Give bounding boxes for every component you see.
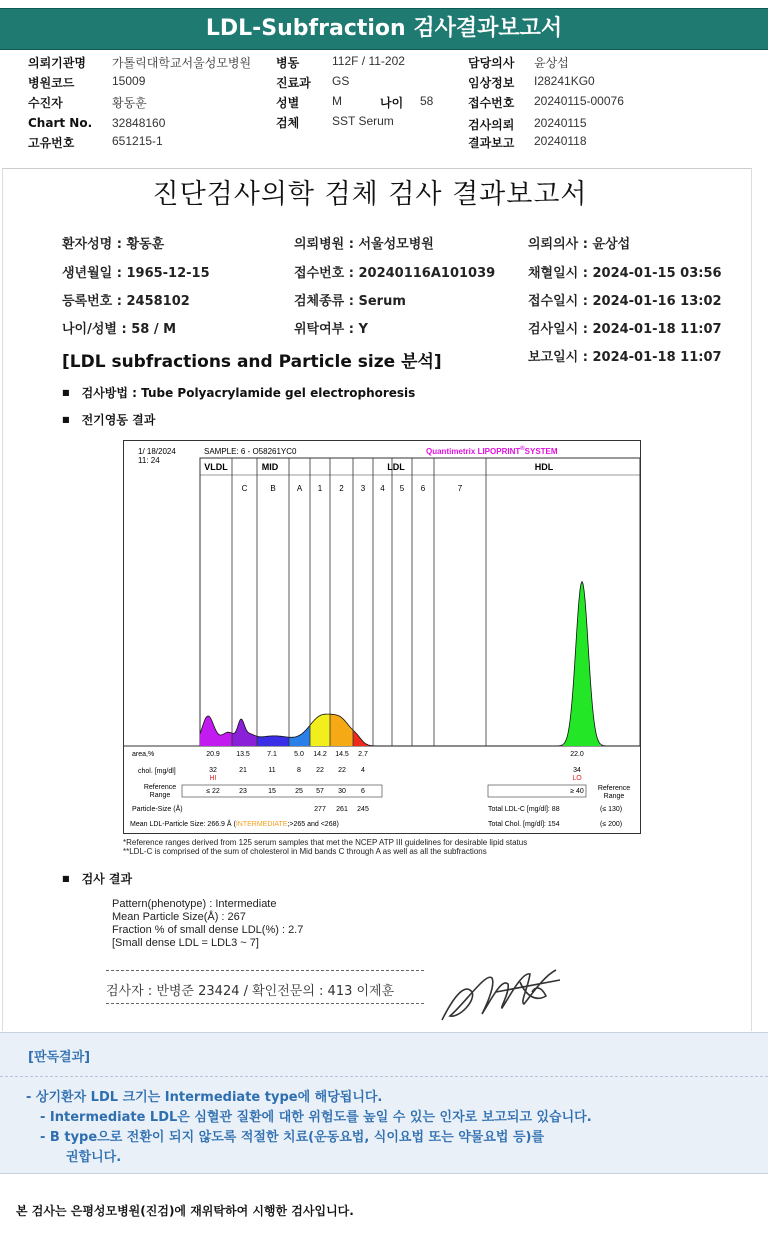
hdr-key: 검체	[276, 116, 300, 130]
result-line: Mean Particle Size(Å) : 267	[112, 911, 246, 923]
row-label-psize: Particle-Size (Å)	[132, 806, 183, 813]
ref-value: 6	[361, 788, 365, 795]
patient-field: 의뢰의사 : 윤상섭	[528, 237, 631, 252]
signature-line: 검사자 : 반병준 23424 / 확인전문의 : 413 이제훈	[106, 984, 395, 999]
hdr-value: I28241KG0	[534, 74, 595, 88]
chart-svg	[124, 441, 640, 833]
ref-value: ≥ 40	[570, 788, 584, 795]
hdr-key: 고유번호	[28, 136, 75, 150]
area-value: 7.1	[267, 751, 277, 758]
result-line: Fraction % of small dense LDL(%) : 2.7	[112, 924, 304, 936]
group-label: VLDL	[204, 462, 228, 472]
mean-ldl-part: INTERMEDIATE	[235, 821, 288, 828]
ref-right-label: Range	[603, 793, 625, 800]
chol-flag-hi: HI	[209, 775, 217, 782]
judgement-line: 권합니다.	[66, 1150, 122, 1165]
hdr-value: 112F / 11-202	[332, 54, 405, 68]
hdr-value: 651215-1	[112, 134, 163, 148]
hdr-value: 황동훈	[112, 96, 147, 110]
band-label: 6	[420, 484, 426, 493]
patient-field: 접수일시 : 2024-01-16 13:02	[528, 294, 722, 309]
area-value: 14.5	[335, 751, 349, 758]
area-value: 22.0	[570, 751, 584, 758]
patient-field: 검체종류 : Serum	[294, 294, 406, 309]
reference-note: *Reference ranges derived from 125 serum samples that met the NCEP ATP III guidelines for desirable lipid status	[123, 838, 528, 847]
particle-size-value: 245	[357, 806, 369, 813]
ref-right-label: Reference	[597, 785, 631, 792]
report-title-bar	[0, 8, 768, 50]
band-label: 4	[380, 484, 385, 493]
report-heading: 진단검사의학 검체 검사 결과보고서	[152, 179, 588, 210]
total-chol: Total Chol. [mg/dl]: 154	[488, 821, 560, 828]
judgement-title: [판독결과]	[28, 1050, 91, 1065]
band-label: 7	[457, 484, 463, 493]
row-label-area: area,%	[132, 751, 155, 758]
patient-field: 의뢰병원 : 서울성모병원	[294, 237, 434, 252]
hdr-value: 윤상섭	[534, 56, 569, 70]
section-title: [LDL subfractions and Particle size 분석]	[62, 352, 442, 372]
patient-field: 생년월일 : 1965-12-15	[62, 266, 210, 281]
hdr-value: 32848160	[112, 116, 166, 130]
group-label: MID	[261, 462, 279, 472]
patient-field: 채혈일시 : 2024-01-15 03:56	[528, 266, 722, 281]
group-label: HDL	[534, 462, 554, 472]
chol-value: 22	[338, 767, 346, 774]
chart-time: 11: 24	[138, 456, 160, 465]
chol-value: 4	[361, 767, 365, 774]
ref-value: ≤ 22	[206, 788, 220, 795]
sig-divider	[106, 970, 424, 971]
area-value: 20.9	[206, 751, 220, 758]
ref-value: 23	[239, 788, 247, 795]
sig-divider	[106, 1003, 424, 1004]
hdr-value: 15009	[112, 74, 146, 88]
judgement-line: - B type으로 전환이 되지 않도록 적절한 치료(운동요법, 식이요법 또는 약물요법 등)를	[40, 1130, 545, 1145]
row-label-chol: chol. [mg/dl]	[138, 768, 176, 775]
group-label: LDL	[387, 462, 405, 472]
row-label-ref: Reference	[143, 784, 177, 791]
judgement-divider	[0, 1076, 768, 1077]
hdr-value: 20240115-00076	[534, 94, 624, 108]
band-label: 2	[339, 484, 344, 493]
area-value: 2.7	[358, 751, 368, 758]
hdr-key: 병동	[276, 56, 300, 70]
band-label: 3	[360, 484, 366, 493]
particle-size-value: 277	[314, 806, 326, 813]
total-ldl-c-ref: (≤ 130)	[600, 806, 623, 813]
area-value: 5.0	[294, 751, 304, 758]
band-fill	[564, 582, 600, 746]
hdr-value: 58	[420, 94, 434, 108]
total-ldl-c: Total LDL-C [mg/dl]: 88	[488, 806, 560, 813]
hdr-key: 검사의뢰	[468, 118, 515, 132]
patient-field: 나이/성별 : 58 / M	[62, 322, 177, 337]
hdr-key: 임상정보	[468, 76, 515, 90]
hdr-value: 가톨릭대학교서울성모병원	[112, 56, 252, 70]
method-line: ■ 검사방법 : Tube Polyacrylamide gel electrophoresis	[62, 384, 415, 401]
patient-field: 환자성명 : 황동훈	[62, 237, 165, 252]
hdr-key: Chart No.	[28, 116, 93, 130]
hdr-key: 수진자	[28, 96, 63, 110]
footer-note: 본 검사는 은평성모병원(진검)에 재위탁하여 시행한 검사입니다.	[16, 1204, 354, 1218]
patient-field: 등록번호 : 2458102	[62, 294, 190, 309]
electrophoresis-chart	[123, 440, 641, 834]
ref-value: 57	[316, 788, 324, 795]
reference-note: **LDL-C is comprised of the sum of cholesterol in Mid bands C through A as well as all the subfractions	[123, 847, 487, 856]
patient-field: 보고일시 : 2024-01-18 11:07	[528, 350, 722, 365]
chol-value: 34	[573, 767, 581, 774]
band-fill	[232, 719, 257, 746]
area-value: 13.5	[236, 751, 250, 758]
hdr-value: 20240118	[534, 134, 587, 148]
hdr-value: GS	[332, 74, 350, 88]
chol-value: 32	[209, 767, 217, 774]
result-label: ■ 검사 결과	[62, 870, 132, 887]
electro-label: ■ 전기영동 결과	[62, 411, 155, 428]
mean-ldl-part: ;>265 and <268)	[287, 821, 339, 828]
row-label-ref: Range	[149, 792, 171, 799]
hdr-value: SST Serum	[332, 114, 394, 128]
band-fill	[330, 714, 353, 746]
hdr-key: 접수번호	[468, 96, 515, 110]
band-fill	[257, 736, 289, 746]
result-line: [Small dense LDL = LDL3 ~ 7]	[112, 937, 259, 949]
hdr-key: 나이	[380, 96, 404, 110]
chol-flag-lo: LO	[572, 775, 582, 782]
chol-value: 11	[268, 767, 276, 774]
judgement-line: - 상기환자 LDL 크기는 Intermediate type에 해당됩니다.	[26, 1090, 383, 1105]
chart-brand-name: Quantimetrix LIPOPRINT	[426, 447, 521, 456]
chart-brand	[426, 445, 558, 456]
band-label: C	[241, 484, 248, 493]
patient-field: 위탁여부 : Y	[294, 322, 368, 337]
patient-field: 접수번호 : 20240116A101039	[294, 266, 496, 281]
chart-sample: SAMPLE: 6 - O58261YC0	[204, 447, 297, 456]
band-label: A	[296, 484, 303, 493]
chart-date: 1/ 18/2024	[138, 447, 176, 456]
band-label: B	[270, 484, 276, 493]
band-label: 5	[399, 484, 405, 493]
hdr-key: 병원코드	[28, 76, 75, 90]
hdr-key: 결과보고	[468, 136, 515, 150]
band-label: 1	[317, 484, 323, 493]
result-line: Pattern(phenotype) : Intermediate	[112, 898, 277, 910]
hdr-value: M	[332, 94, 342, 108]
band-fill	[353, 730, 373, 746]
signature-icon	[436, 962, 566, 1030]
mean-ldl-part: Mean LDL-Particle Size: 266.9 Å (	[130, 821, 236, 828]
ref-value: 15	[268, 788, 276, 795]
chol-value: 21	[239, 767, 247, 774]
hdr-key: 진료과	[276, 76, 311, 90]
chart-brand-suffix: SYSTEM	[524, 447, 558, 456]
total-chol-ref: (≤ 200)	[600, 821, 623, 828]
ref-value: 25	[295, 788, 303, 795]
hdr-key: 의뢰기관명	[28, 56, 86, 70]
page-title: LDL-Subfraction 검사결과보고서	[205, 16, 563, 41]
hdr-value: 20240115	[534, 116, 587, 130]
chol-value: 8	[297, 767, 301, 774]
band-fill	[310, 714, 330, 746]
chol-value: 22	[316, 767, 324, 774]
particle-size-value: 261	[336, 806, 348, 813]
ref-value: 30	[338, 788, 346, 795]
chart-brand-reg: ®	[520, 446, 525, 452]
mean-ldl-line	[130, 819, 339, 828]
hdr-key: 성별	[276, 96, 300, 110]
area-value: 14.2	[313, 751, 327, 758]
patient-field: 검사일시 : 2024-01-18 11:07	[528, 322, 722, 337]
judgement-line: - Intermediate LDL은 심혈관 질환에 대한 위험도를 높일 수 있는 인자로 보고되고 있습니다.	[40, 1110, 592, 1125]
hdr-key: 담당의사	[468, 56, 515, 70]
